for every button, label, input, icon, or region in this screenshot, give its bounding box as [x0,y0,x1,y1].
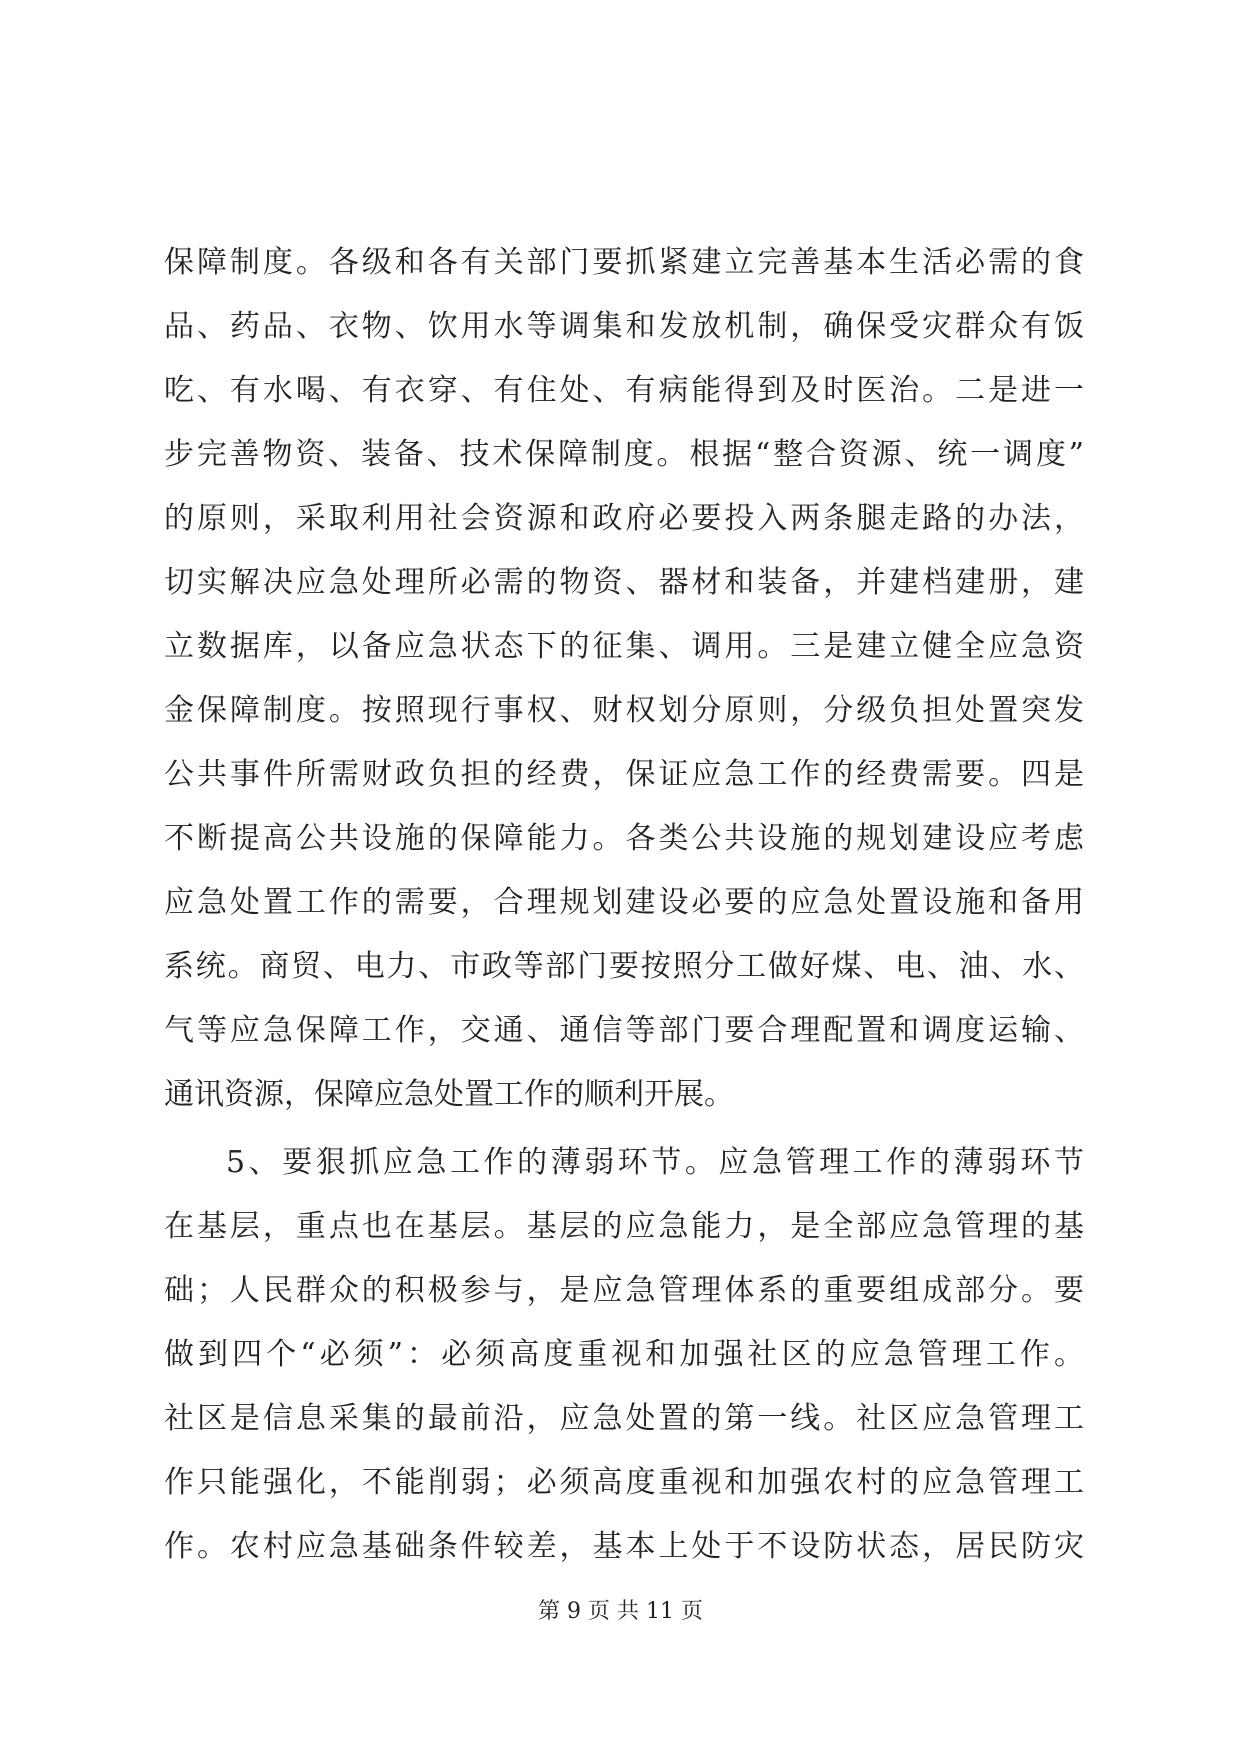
text-line: 切实解决应急处理所必需的物资、器材和装备，并建档建册，建 [164,565,1084,600]
text-line: 作只能强化，不能削弱；必须高度重视和加强农村的应急管理工 [164,1465,1084,1500]
text-line: 通讯资源，保障应急处置工作的顺利开展。 [164,1077,734,1112]
text-line: 应急处置工作的需要，合理规划建设必要的应急处置设施和备用 [164,885,1084,920]
page-number: 第 9 页 共 11 页 [538,1599,703,1624]
page-footer [0,1594,1241,1625]
text-line: 步完善物资、装备、技术保障制度。根据“整合资源、统一调度” [164,437,1084,472]
text-line: 础；人民群众的积极参与，是应急管理体系的重要组成部分。要 [164,1273,1084,1308]
text-line: 金保障制度。按照现行事权、财权划分原则，分级负担处置突发 [164,693,1084,728]
text-line: 吃、有水喝、有衣穿、有住处、有病能得到及时医治。二是进一 [164,373,1084,408]
text-line: 品、药品、衣物、饮用水等调集和发放机制，确保受灾群众有饭 [164,309,1084,344]
text-line: 保障制度。各级和各有关部门要抓紧建立完善基本生活必需的食 [164,245,1084,280]
paragraph-2 [164,1131,1084,1579]
text-line: 系统。商贸、电力、市政等部门要按照分工做好煤、电、油、水、 [164,949,1084,984]
text-line: 立数据库，以备应急状态下的征集、调用。三是建立健全应急资 [164,629,1084,664]
body-text [164,231,1084,1579]
text-line: 的原则，采取利用社会资源和政府必要投入两条腿走路的办法， [164,501,1084,536]
text-line: 公共事件所需财政负担的经费，保证应急工作的经费需要。四是 [164,757,1084,792]
text-line: 在基层，重点也在基层。基层的应急能力，是全部应急管理的基 [164,1209,1084,1244]
text-line: 气等应急保障工作，交通、通信等部门要合理配置和调度运输、 [164,1013,1084,1048]
paragraph-1 [164,231,1084,1127]
text-line: 5、要狠抓应急工作的薄弱环节。应急管理工作的薄弱环节 [226,1145,1084,1180]
text-line: 社区是信息采集的最前沿，应急处置的第一线。社区应急管理工 [164,1401,1084,1436]
text-line: 作。农村应急基础条件较差，基本上处于不设防状态，居民防灾 [164,1529,1084,1564]
text-line: 做到四个“必须”：必须高度重视和加强社区的应急管理工作。 [164,1337,1084,1372]
text-line: 不断提高公共设施的保障能力。各类公共设施的规划建设应考虑 [164,821,1084,856]
